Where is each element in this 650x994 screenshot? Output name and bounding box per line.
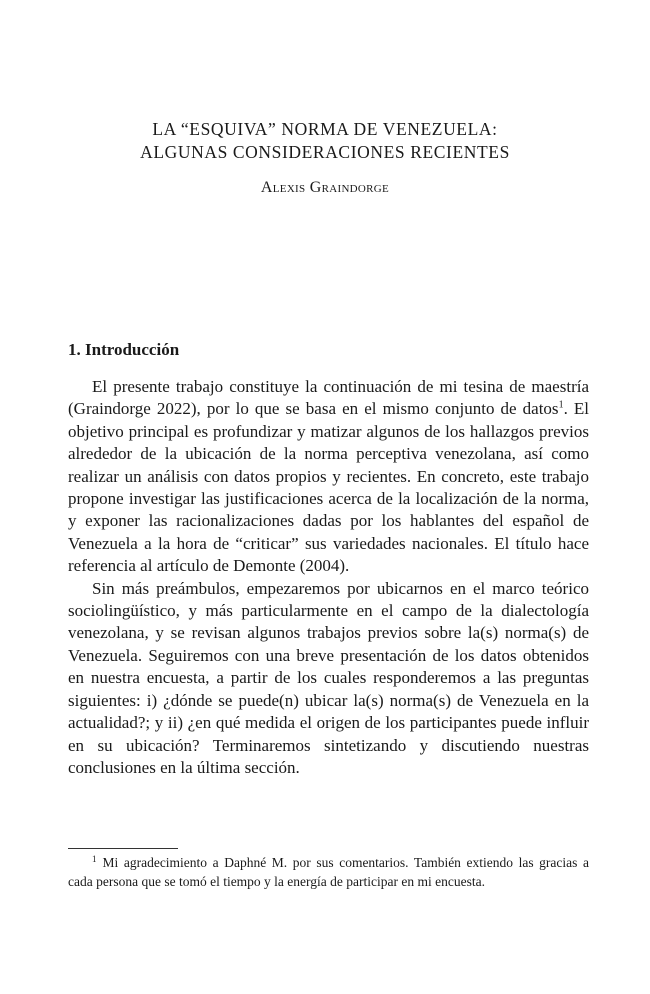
- paragraph-2: Sin más preámbulos, empezaremos por ubicarnos en el marco teórico sociolingüístico, y más particularmente en el campo de la dialectología venezolana, y se revisan algunos trabajos previos sobre la(s) norma(s) de Venezuela. Seguiremos con una breve presentación de los datos obtenidos en nuestra encuesta, a partir de los cuales responderemos a las preguntas siguientes: i) ¿dónde se puede(n) ubicar la(s) norma(s) de Venezuela en la actualidad?; y ii) ¿en qué medida el origen de los participantes puede influir en su ubicación? Terminaremos sintetizando y discutiendo nuestras conclusiones en la última sección.: [68, 578, 589, 777]
- section-heading: 1. Introducción: [68, 340, 180, 359]
- footnote-text: Mi agradecimiento a Daphné M. por sus comentarios. También extiendo las gracias a cada persona que se tomó el tiempo y la energía de participar en mi encuesta.: [68, 855, 589, 889]
- author-name: Alexis Graindorge: [260, 179, 390, 196]
- paragraph-1-text-b: . El objetivo principal es profundizar y matizar algunos de los hallazgos previos alrededor de la ubicación de la norma perceptiva venezolana, así como realizar un análisis con datos propios y recientes. En concreto, este trabajo propone investigar las justificaciones acerca de la localización de la norma, y exponer las racionalizaciones dadas por los hablantes del español de Venezuela a la hora de “criticar” sus variedades nacionales. El título hace referencia al artículo de Demonte (2004).: [68, 399, 590, 576]
- footnote-reference[interactable]: 1: [558, 399, 564, 411]
- footnote-number: 1: [92, 853, 97, 864]
- paragraph-1: [68, 376, 589, 578]
- footnote: [68, 853, 589, 891]
- body-text: [68, 376, 589, 779]
- paper-title-line-2: ALGUNAS CONSIDERACIONES RECIENTES: [140, 142, 510, 162]
- paragraph-1-text-a: El presente trabajo constituye la continuación de mi tesina de maestría (Graindorge 2022), por lo que se basa en el mismo conjunto de datos: [68, 377, 589, 419]
- paper-title-line-1: LA “ESQUIVA” NORMA DE VENEZUELA:: [152, 119, 498, 139]
- footnote-divider: [68, 848, 178, 849]
- title-block: [0, 118, 650, 197]
